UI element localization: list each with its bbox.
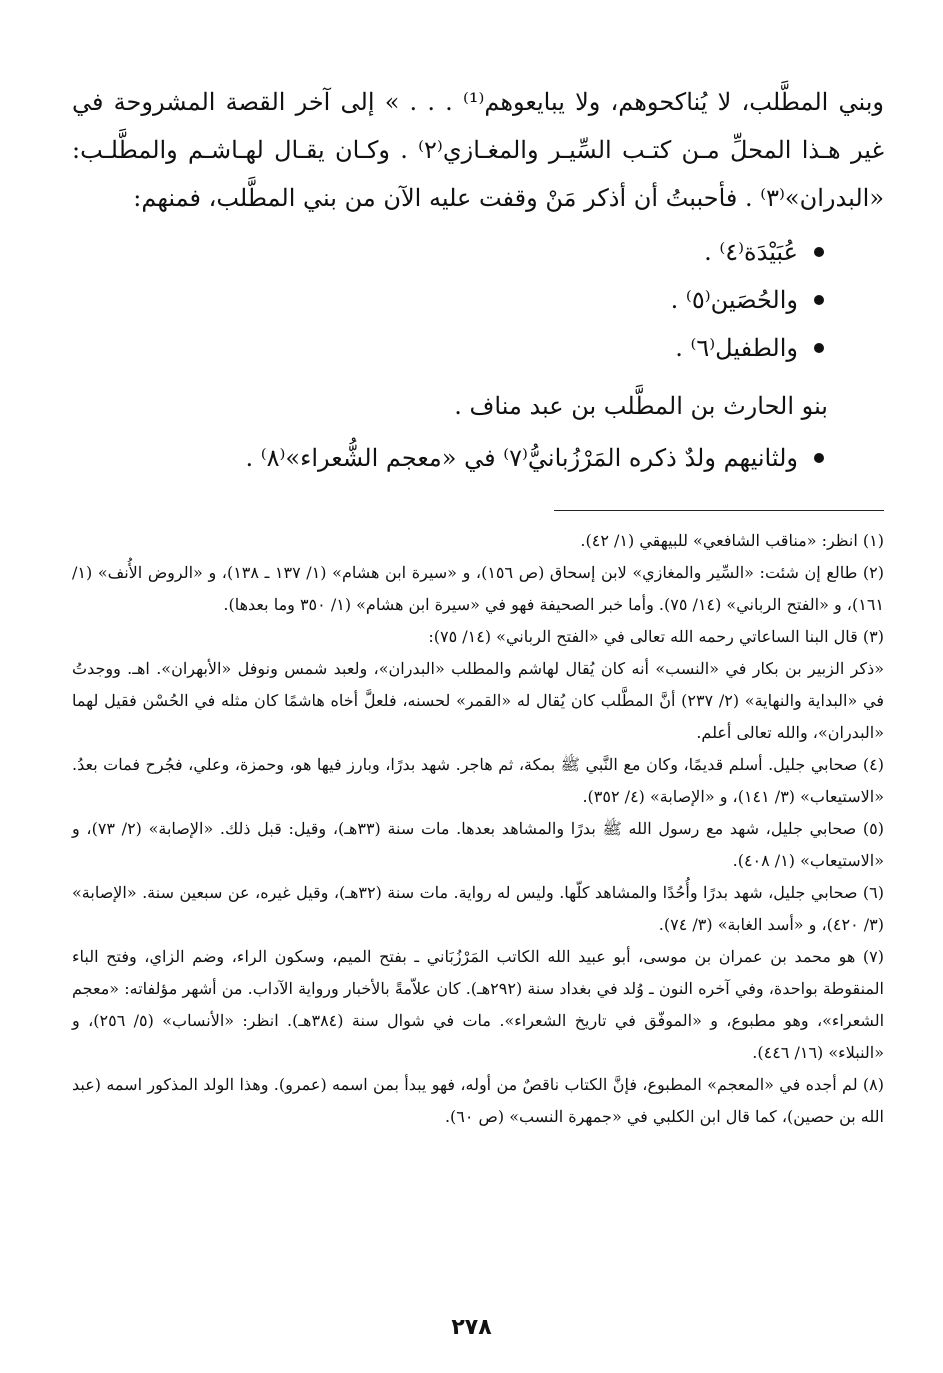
list-item <box>72 276 824 324</box>
bullet-dot-icon <box>814 247 824 257</box>
footnote-divider <box>554 510 884 511</box>
footnote-2: (٢) طالع إن شئت: «السِّير والمغازي» لابن إسحاق (ص ١٥٦)، و «سيرة ابن هشام» (١/ ١٣٧ ـ ١٣٨)، و «الروض الأُنف» (١/ ١٦١)، و «الفتح الرباني» (١٤/ ٧٥). وأما خبر الصحيفة فهو في «سيرة ابن هشام» (١/ ٣٥٠ وما بعدها). <box>72 563 885 614</box>
list-item <box>72 434 824 482</box>
list-item-text: والطفيل⁽٦⁾ . <box>675 334 798 362</box>
footnote-1: (١) انظر: «مناقب الشافعي» للبيهقي (١/ ٤٢). <box>580 531 884 550</box>
list-item-text: والحُصَين⁽٥⁾ . <box>670 286 798 314</box>
bullet-dot-icon <box>814 343 824 353</box>
footnote-3-quote: «ذكر الزبير بن بكار في «النسب» أنه كان يُقال لهاشم والمطلب «البدران»، ولعبد شمس ونوفل «الأبهران». اهـ. ووجدتُ في «البداية والنهاية» (٢/ ٢٣٧) أنَّ المطَّلب كان يُقال له «القمر» لحسنه، فلعلَّ أخاه هاشمًا كان مثله في الحُسْن فقيل لهما «البدران»، والله تعالى أعلم. <box>72 659 884 742</box>
footnote-5: (٥) صحابي جليل، شهد مع رسول الله ﷺ بدرًا والمشاهد بعدها. مات سنة (٣٣هـ)، وقيل: قبل ذلك. «الإصابة» (٢/ ٧٣)، و «الاستيعاب» (١/ ٤٠٨). <box>72 819 884 870</box>
section-heading: بنو الحارث بن المطَّلب بن عبد مناف . <box>454 392 828 420</box>
footnote-4: (٤) صحابي جليل. أسلم قديمًا، وكان مع النَّبي ﷺ بمكة، ثم هاجر. شهد بدرًا، وبارز فيها هو، وحمزة، وعلي، فجُرح فمات بعدُ. «الاستيعاب» (٣/ ١٤١)، و «الإصابة» (٤/ ٣٥٢). <box>72 755 884 806</box>
footnote-8: (٨) لم أجده في «المعجم» المطبوع، فإنَّ الكتاب ناقصٌ من أوله، فهو يبدأ بمن اسمه (عمرو). وهذا الولد المذكور اسمه (عبد الله بن حصين)، كما قال ابن الكلبي في «جمهرة النسب» (ص ٦٠). <box>72 1075 885 1126</box>
list-item-text: عُبَيْدَة⁽٤⁾ . <box>704 238 798 266</box>
page-number: ٢٧٨ <box>451 1315 492 1340</box>
bullet-list <box>72 228 824 372</box>
list-item <box>72 324 824 372</box>
intro-paragraph: وبني المطَّلب، لا يُناكحوهم، ولا يبايعوهم⁽¹⁾ . . . » إلى آخر القصة المشروحة في غير هـذا المحلِّ مـن كتـب السِّيـر والمغـازي⁽٢⁾ . وكـان يقـال لهـاشـم والمطَّلـب: «البدران»⁽٣⁾ . فأحببتُ أن أذكر مَنْ وقفت عليه الآن من بني المطَّلب، فمنهم: <box>72 88 885 212</box>
list-item-text: ولثانيهم ولدٌ ذكره المَرْزُبانيُّ⁽٧⁾ في «معجم الشُّعراء»⁽٨⁾ . <box>245 444 798 472</box>
bullet-dot-icon <box>814 295 824 305</box>
footnote-3: (٣) قال البنا الساعاتي رحمه الله تعالى في «الفتح الرباني» (١٤/ ٧٥): <box>428 627 884 646</box>
footnote-7: (٧) هو محمد بن عمران بن موسى، أبو عبيد الله الكاتب المَرْزُبَاني ـ بفتح الميم، وسكون الراء، وضم الزاي، وفتح الباء المنقوطة بواحدة، وفي آخره النون ـ وُلد في بغداد سنة (٢٩٢هـ). كان علاّمةً بالأخبار ورواية الآداب. من أشهر مؤلفاته: «معجم الشعراء»، وهو مطبوع، و «الموفّق في تاريخ الشعراء». مات في شوال سنة (٣٨٤هـ). انظر: «الأنساب» (٥/ ٢٥٦)، و «النبلاء» (١٦/ ٤٤٦). <box>72 947 885 1062</box>
bullet-list-2 <box>72 434 824 482</box>
list-item <box>72 228 824 276</box>
footnote-6: (٦) صحابي جليل، شهد بدرًا وأُحُدًا والمشاهد كلّها. وليس له رواية. مات سنة (٣٢هـ)، وقيل غيره، عن سبعين سنة. «الإصابة» (٣/ ٤٢٠)، و «أسد الغابة» (٣/ ٧٤). <box>72 883 885 934</box>
bullet-dot-icon <box>814 453 824 463</box>
page-content <box>72 78 884 1133</box>
